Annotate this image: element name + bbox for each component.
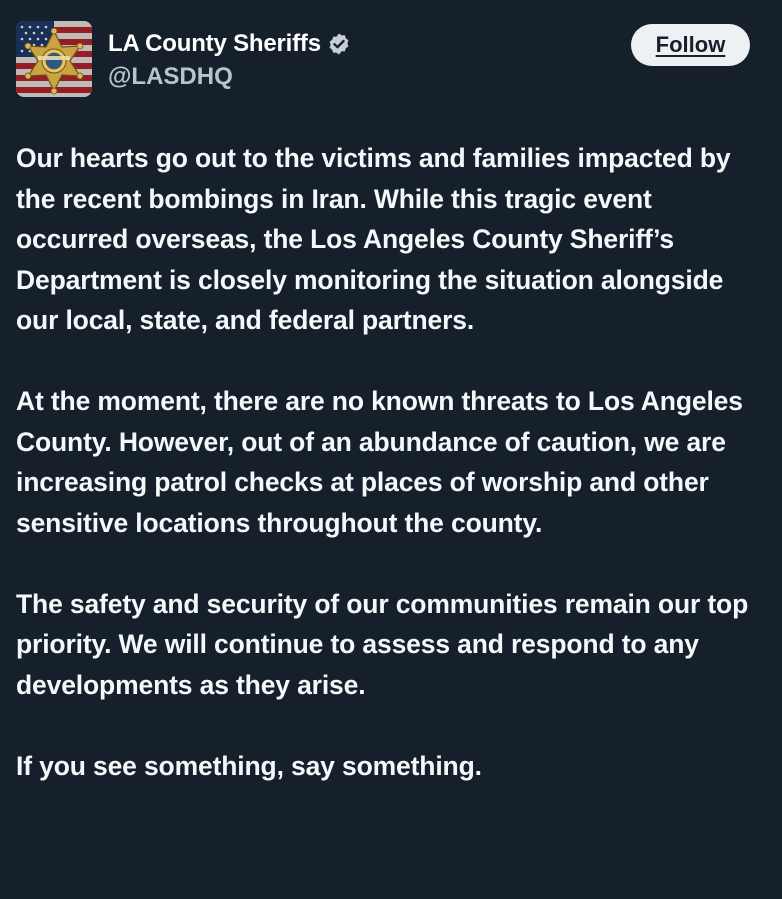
avatar[interactable] <box>16 21 92 97</box>
tweet-body <box>16 138 768 786</box>
tweet-paragraph: The safety and security of our communities remain our top priority. We will continue to assess and respond to any developments as they arise. <box>16 588 749 700</box>
tweet-paragraph: At the moment, there are no known threats to Los Angeles County. However, out of an abundance of caution, we are increasing patrol checks at places of worship and other sensitive locations throughout the county. <box>16 386 743 538</box>
author-display-name[interactable]: LA County Sheriffs <box>108 30 321 57</box>
author-name-row <box>108 30 351 58</box>
author-handle[interactable]: @LASDHQ <box>108 63 233 90</box>
verified-badge-icon <box>327 32 351 56</box>
follow-button[interactable]: Follow <box>631 24 750 66</box>
sheriff-star-flag-avatar-icon <box>16 21 92 97</box>
tweet-paragraph: Our hearts go out to the victims and families impacted by the recent bombings in Iran. While this tragic event occurred overseas, the Los Angeles County Sheriff’s Department is closely monitoring the situation alongside our local, state, and federal partners. <box>16 143 731 335</box>
tweet-paragraph: If you see something, say something. <box>16 750 482 781</box>
